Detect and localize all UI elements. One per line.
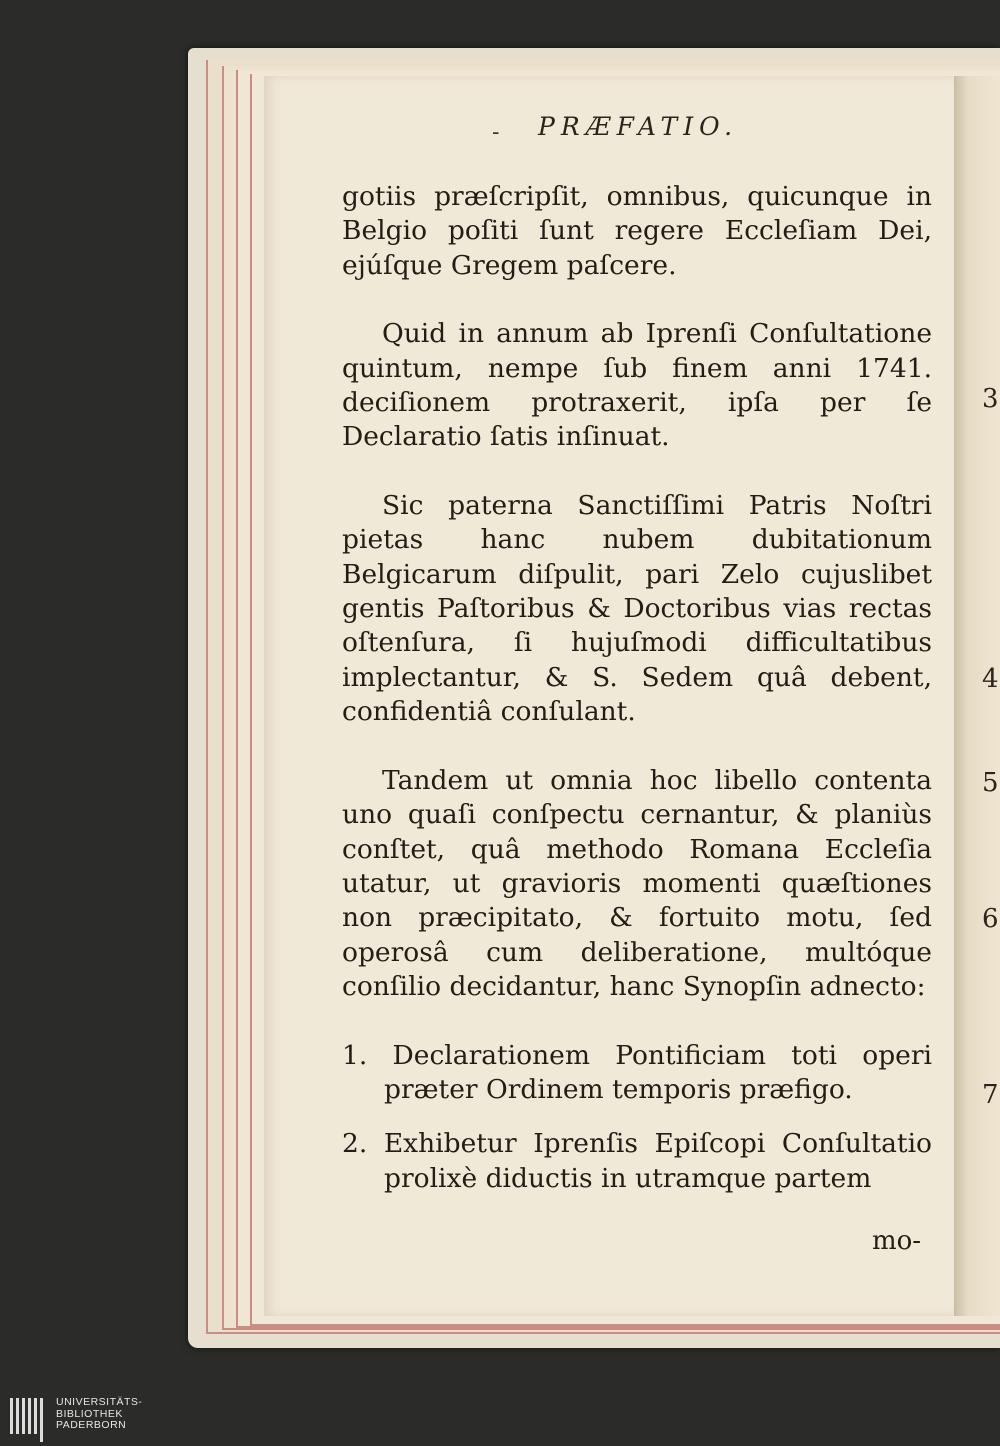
opposite-page-edge xyxy=(954,76,1000,1316)
margin-number: 6 xyxy=(982,904,999,934)
paragraph: Sic paterna Sanctiſſimi Patris Noſtri pietas hanc nubem dubitationum Belgicarum diſpulit, pari Zelo cujuslibet gentis Paſtoribus & Doctoribus vias rectas oſtenſura, ſi hujuſmodi difficultatibus implectantur, & S. Sedem quâ debent, confidentiâ conſulant. xyxy=(342,489,932,728)
paragraph: Tandem ut omnia hoc libello contenta uno quaſi conſpectu cernantur, & planiùs conſtet, quâ methodo Romana Eccleſia utatur, ut gravioris momenti quæſtiones non præcipitato, & fortuito motu, ſed operosâ cum deliberatione, multóque conſilio decidantur, hanc Synopſin adnecto: xyxy=(342,764,932,1003)
library-name-line: PADERBORN xyxy=(56,1419,127,1431)
library-logo-icon xyxy=(10,1398,50,1438)
body-text xyxy=(342,180,932,1216)
margin-number: 4 xyxy=(982,664,999,694)
header-dash: - xyxy=(492,120,500,145)
list-item: 1. Declarationem Pontificiam toti operi præter Ordinem temporis præfigo. xyxy=(342,1039,932,1105)
catchword: mo- xyxy=(872,1226,922,1256)
library-name-line: UNIVERSITÄTS- xyxy=(56,1396,143,1408)
list-item: 2. Exhibetur Iprenſis Epiſcopi Conſultatio prolixè diductis in utramque partem xyxy=(342,1128,932,1194)
paragraph: Quid in annum ab Iprenſi Conſultatione quintum, nempe ſub finem anni 1741. deciſionem protraxerit, ipſa per ſe Declaratio ſatis inſinuat. xyxy=(342,318,932,453)
library-name-line: BIBLIOTHEK xyxy=(56,1407,123,1420)
running-head: PRÆFATIO. xyxy=(538,112,739,141)
margin-number: 7 xyxy=(982,1080,999,1110)
paragraph: gotiis præſcripſit, omnibus, quicunque in Belgio poſiti ſunt regere Eccleſiam Dei, ejúſque Gregem paſcere. xyxy=(342,181,932,281)
margin-number: 3 xyxy=(982,384,999,414)
library-name xyxy=(56,1397,142,1432)
margin-number: 5 xyxy=(982,768,999,798)
